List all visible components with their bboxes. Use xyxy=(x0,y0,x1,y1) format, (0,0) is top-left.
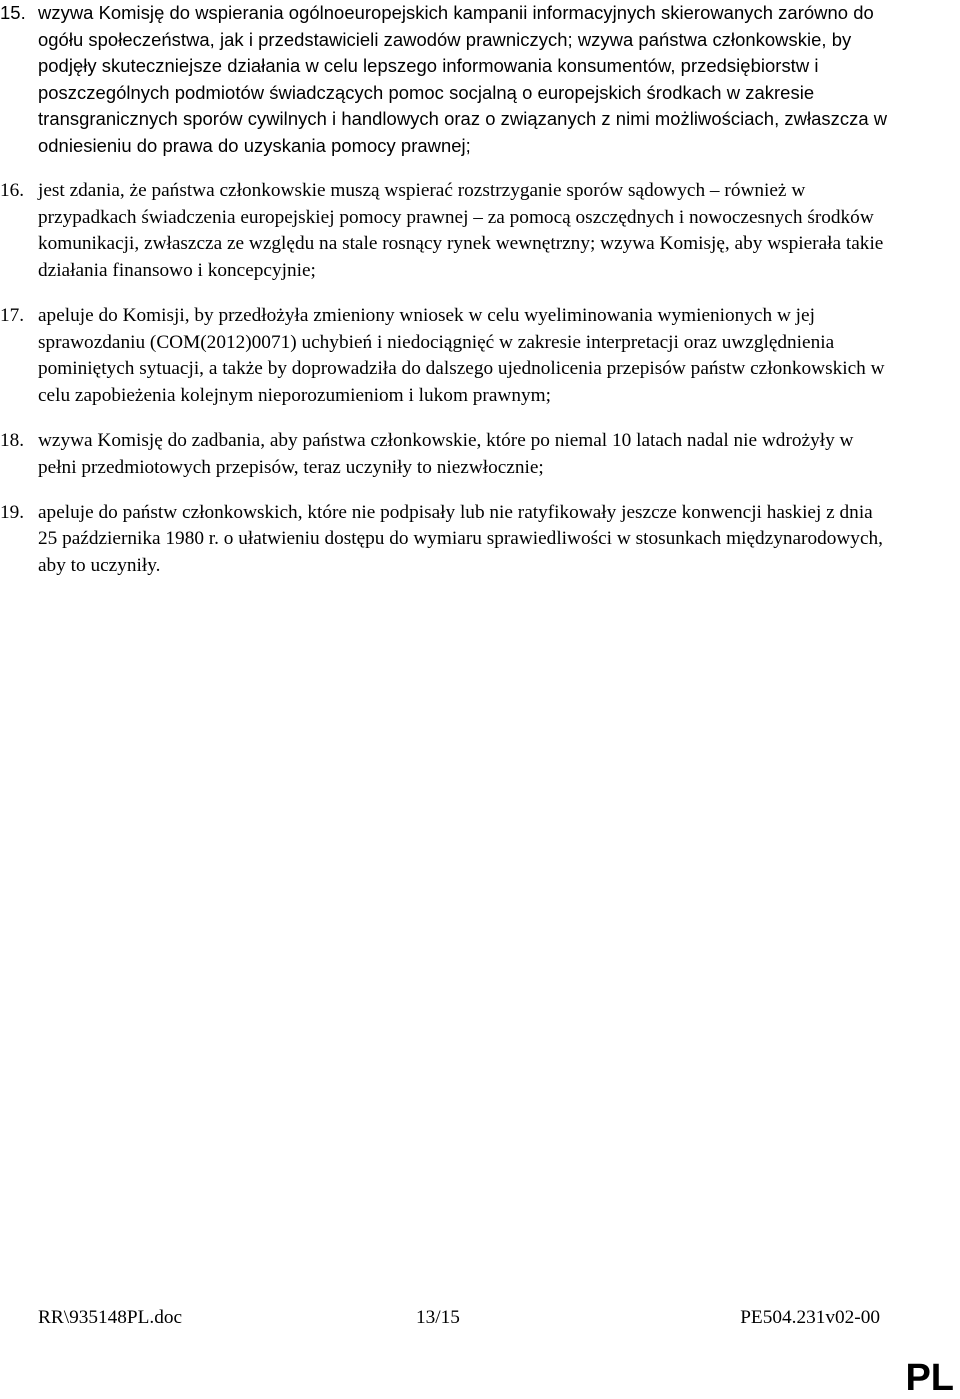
paragraph-15 xyxy=(0,0,890,160)
paragraph-number: 16. xyxy=(0,180,25,202)
paragraph-text: apeluje do państw członkowskich, które nie podpisały lub nie ratyfikowały jeszcze konwencji haskiej z dnia 25 października 1980 r. o ułatwieniu dostępu do wymiaru sprawiedliwości w stosunkach międzynarodowych, aby to uczyniły. xyxy=(38,501,883,577)
paragraph-16 xyxy=(0,178,890,284)
paragraph-18 xyxy=(0,428,890,481)
paragraph-number: 15. xyxy=(0,2,26,23)
paragraph-number: 17. xyxy=(0,305,25,327)
page-footer xyxy=(38,1305,880,1331)
paragraph-list xyxy=(0,0,890,598)
paragraph-text: apeluje do Komisji, by przedłożyła zmieniony wniosek w celu wyeliminowania wymienionych w jej sprawozdaniu (COM(2012)0071) uchybień i niedociągnięć w zakresie interpretacji oraz uwzględnienia pominiętych sytuacji, a także by doprowadziła do dalszego ujednolicenia przepisów państw członkowskich w celu zapobieżenia kolejnym nieporozumieniom i lukom prawnym; xyxy=(38,305,885,406)
paragraph-19 xyxy=(0,500,890,580)
footer-page-number: 13/15 xyxy=(416,1307,460,1328)
paragraph-number: 18. xyxy=(0,430,25,452)
footer-file-reference: RR\935148PL.doc xyxy=(38,1307,183,1328)
paragraph-text: jest zdania, że państwa członkowskie muszą wspierać rozstrzyganie sporów sądowych – również w przypadkach świadczenia europejskiej pomocy prawnej – za pomocą oszczędnych i nowoczesnych środków komunikacji, zwłaszcza ze względu na stale rosnący rynek wewnętrzny; wzywa Komisję, aby wspierała takie działania finansowo i koncepcyjnie; xyxy=(38,180,884,281)
paragraph-text: wzywa Komisję do zadbania, aby państwa członkowskie, które po niemal 10 latach nadal nie wdrożyły w pełni przedmiotowych przepisów, teraz uczyniły to niezwłocznie; xyxy=(38,430,854,478)
language-code: PL xyxy=(905,1357,954,1399)
paragraph-text: wzywa Komisję do wspierania ogólnoeuropejskich kampanii informacyjnych skierowanych zarówno do ogółu społeczeństwa, jak i przedstawicieli zawodów prawniczych; wzywa państwa członkowskie, by podjęły skuteczniejsze działania w celu lepszego informowania konsumentów, przedsiębiorstw i poszczególnych podmiotów świadczących pomoc socjalną o europejskich środkach w zakresie transgranicznych sporów cywilnych i handlowych oraz o związanych z nimi możliwościach, zwłaszcza w odniesieniu do prawa do uzyskania pomocy prawnej; xyxy=(38,2,888,156)
paragraph-17 xyxy=(0,303,890,409)
footer-document-reference: PE504.231v02-00 xyxy=(740,1307,880,1328)
paragraph-number: 19. xyxy=(0,501,25,523)
